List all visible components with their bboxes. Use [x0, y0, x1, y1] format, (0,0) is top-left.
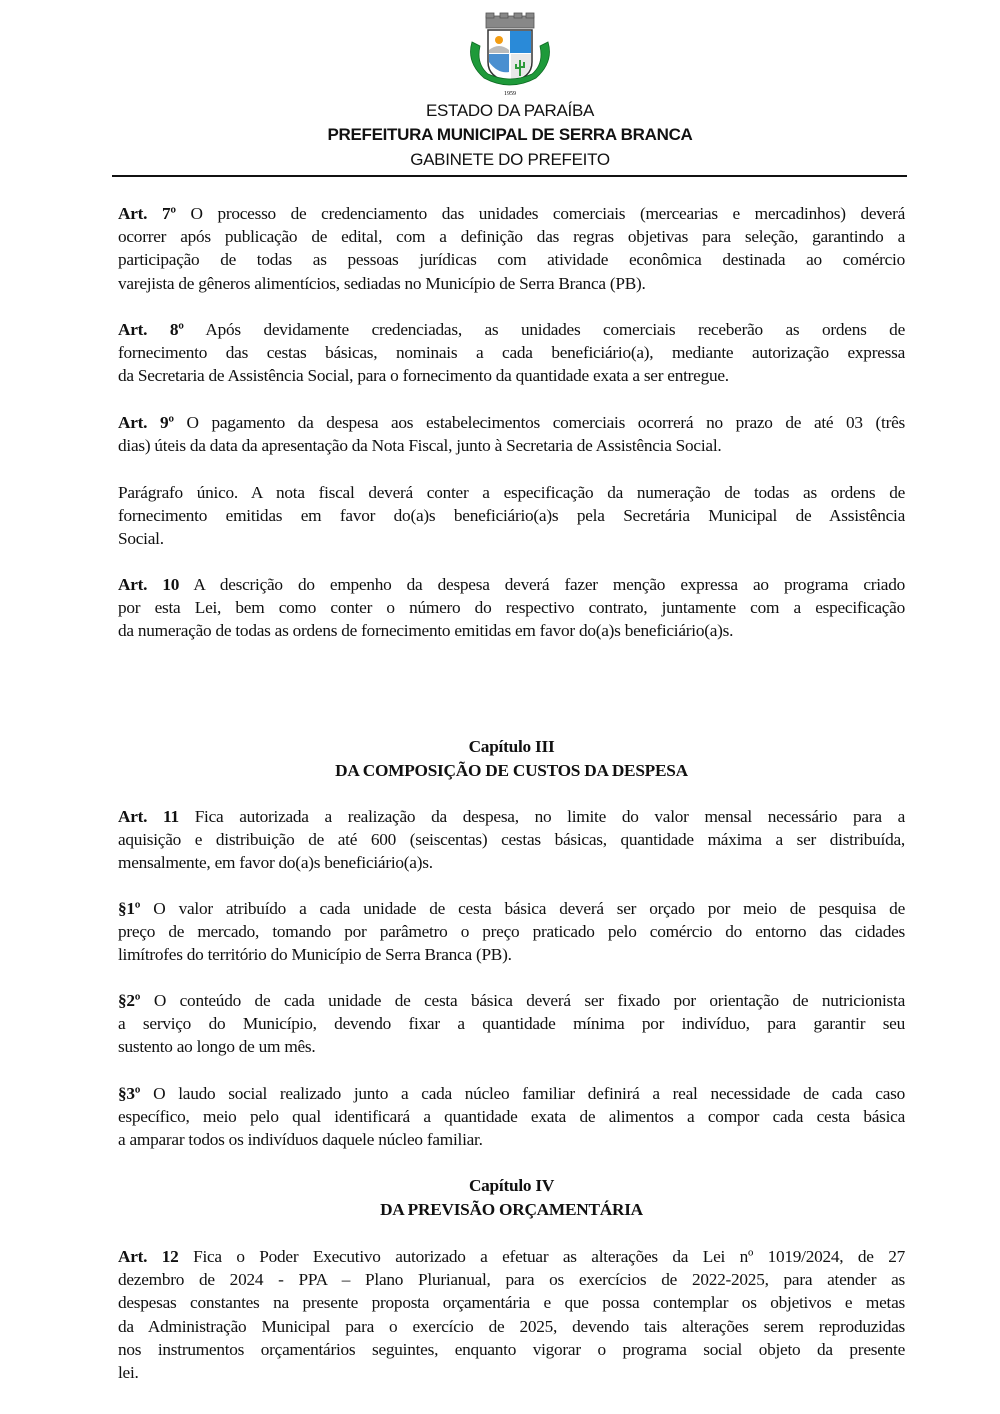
paragraph-line [118, 272, 905, 295]
paragraph-line [118, 318, 905, 341]
paragraph-line [118, 1338, 905, 1361]
chapter-title [118, 1198, 905, 1222]
chapter-title [118, 759, 905, 783]
paragraph-line [118, 481, 905, 504]
line-text: Capítulo IV [468, 1176, 555, 1195]
state-name: ESTADO DA PARAÍBA [425, 101, 595, 120]
line-text: despesas constantes na presente proposta orçamentária e que possa contemplar os objetivos e metas [118, 1293, 905, 1313]
paragraph-line [118, 851, 905, 874]
paragraph-line [118, 1012, 905, 1035]
article-label: §1º [118, 899, 141, 918]
municipal-coat-of-arms-logo [462, 12, 558, 98]
paragraph-line [118, 1268, 905, 1291]
line-text: fornecimento emitidas em favor do(a)s beneficiário(a)s pela Secretária Municipal de Assistência [118, 506, 905, 526]
article-paragraph [118, 202, 905, 295]
paragraph-line [118, 897, 905, 920]
line-text: O conteúdo de cada unidade de cesta básica deverá ser fixado por orientação de nutricionista [140, 991, 905, 1010]
line-text: mensalmente, em favor do(a)s beneficiário(a)s. [118, 853, 433, 873]
line-text: lei. [118, 1362, 139, 1382]
line-text: preço de mercado, tomando por parâmetro o preço praticado pelo comércio do entorno das cidades [118, 922, 905, 942]
line-text: limítrofes do território do Município de Serra Branca (PB). [118, 945, 512, 965]
paragraph-line [118, 1361, 905, 1384]
line-text: da Administração Municipal para o exercício de 2025, devendo tais alterações serem reproduzidas [118, 1316, 905, 1336]
paragraph-line [118, 828, 905, 851]
article-label: Art. 10 [118, 575, 180, 594]
office-name: GABINETE DO PREFEITO [410, 150, 610, 169]
line-text: O processo de credenciamento das unidades comerciais (mercearias e mercadinhos) deverá [175, 204, 905, 223]
paragraph-line [118, 1035, 905, 1058]
article-label: Art. 9º [118, 413, 174, 432]
paragraph-line [118, 434, 905, 457]
article-paragraph [118, 805, 905, 875]
line-text: O pagamento da despesa aos estabelecimentos comerciais ocorrerá no prazo de até 03 (três [173, 413, 905, 432]
paragraph-line [118, 920, 905, 943]
line-text: dias) úteis da data da apresentação da Nota Fiscal, junto à Secretaria de Assistência Social. [118, 436, 722, 456]
article-paragraph [118, 1245, 905, 1384]
line-text: da numeração de todas as ordens de fornecimento emitidas em favor do(a)s beneficiário(a)s. [118, 621, 734, 641]
article-label: Art. 11 [118, 807, 179, 826]
line-text: sustento ao longo de um mês. [118, 1037, 316, 1057]
svg-text:1959: 1959 [504, 91, 516, 97]
municipality-name: PREFEITURA MUNICIPAL DE SERRA BRANCA [327, 125, 693, 144]
paragraph-line [118, 1105, 905, 1128]
line-text: A descrição do empenho da despesa deverá fazer menção expressa ao programa criado [179, 575, 905, 594]
paragraph-line [118, 596, 905, 619]
paragraph-line [118, 805, 905, 828]
paragraph-line [118, 943, 905, 966]
line-text: a amparar todos os indivíduos daquele núcleo familiar. [118, 1130, 483, 1150]
line-text: Social. [118, 529, 164, 549]
paragraph-line [118, 989, 905, 1012]
chapter-heading [118, 735, 905, 782]
chapter-heading [118, 1174, 905, 1221]
paragraph-line [118, 573, 905, 596]
article-paragraph [118, 411, 905, 457]
line-text: DA COMPOSIÇÃO DE CUSTOS DA DESPESA [335, 760, 688, 780]
paragraph-line [118, 411, 905, 434]
article-label: §2º [118, 991, 141, 1010]
line-text: a serviço do Município, devendo fixar a quantidade mínima por indivíduo, para garantir seu [118, 1014, 905, 1034]
article-paragraph [118, 318, 905, 388]
line-text: DA PREVISÃO ORÇAMENTÁRIA [380, 1199, 643, 1219]
line-text: O valor atribuído a cada unidade de cesta básica deverá ser orçado por meio de pesquisa de [140, 899, 905, 918]
paragraph-line [118, 527, 905, 550]
paragraph-line [118, 1245, 905, 1268]
line-text: Fica autorizada a realização da despesa, no limite do valor mensal necessário para a [178, 807, 905, 826]
line-text: fornecimento das cestas básicas, nominais a cada beneficiário(a), mediante autorização expressa [118, 343, 905, 363]
paragraph-line [118, 1128, 905, 1151]
line-text: nos instrumentos orçamentários seguintes, enquanto vigorar o programa social objeto da presente [118, 1339, 905, 1359]
chapter-number [118, 1174, 905, 1198]
article-paragraph [118, 897, 905, 967]
line-text: participação de todas as pessoas jurídicas com atividade econômica destinada ao comércio [118, 250, 905, 270]
line-text: específico, meio pelo qual identificará a quantidade exata de alimentos a compor cada cesta básica [118, 1107, 905, 1127]
line-text: O laudo social realizado junto a cada núcleo familiar definirá a real necessidade de cada caso [140, 1084, 905, 1103]
line-text: da Secretaria de Assistência Social, para o fornecimento da quantidade exata a ser entregue. [118, 366, 729, 386]
paragraph-line [118, 1082, 905, 1105]
chapter-number [118, 735, 905, 759]
paragraph-line [118, 504, 905, 527]
line-text: dezembro de 2024 - PPA – Plano Plurianual, para os exercícios de 2022-2025, para atender as [118, 1270, 905, 1290]
article-label: Art. 7º [118, 204, 176, 223]
line-text: varejista de gêneros alimentícios, sediadas no Município de Serra Branca (PB). [118, 273, 646, 293]
line-text: Capítulo III [468, 737, 555, 756]
article-label: Art. 12 [118, 1247, 179, 1266]
line-text: ocorrer após publicação de edital, com a definição das regras objetivas para seleção, garantindo a [118, 227, 905, 247]
line-text: por esta Lei, bem como conter o número do respectivo contrato, juntamente com a especificação [118, 598, 905, 618]
paragraph-line [118, 1291, 905, 1314]
article-paragraph [118, 1082, 905, 1152]
paragraph-line [118, 1315, 905, 1338]
paragraph-line [118, 225, 905, 248]
line-text: Fica o Poder Executivo autorizado a efetuar as alterações da Lei nº 1019/2024, de 27 [178, 1247, 905, 1266]
line-text: aquisição e distribuição de até 600 (seiscentas) cestas básicas, quantidade máxima a ser distribuída, [118, 830, 905, 850]
article-label: Art. 8º [118, 320, 184, 339]
article-paragraph [118, 573, 905, 643]
article-label: §3º [118, 1084, 141, 1103]
article-paragraph [118, 481, 905, 551]
paragraph-line [118, 619, 905, 642]
article-paragraph [118, 989, 905, 1059]
header-divider [112, 175, 907, 177]
paragraph-line [118, 341, 905, 364]
paragraph-line [118, 248, 905, 271]
line-text: Parágrafo único. A nota fiscal deverá conter a especificação da numeração de todas as ordens de [118, 483, 905, 502]
paragraph-line [118, 202, 905, 225]
line-text: Após devidamente credenciadas, as unidades comerciais receberão as ordens de [183, 320, 905, 339]
paragraph-line [118, 364, 905, 387]
